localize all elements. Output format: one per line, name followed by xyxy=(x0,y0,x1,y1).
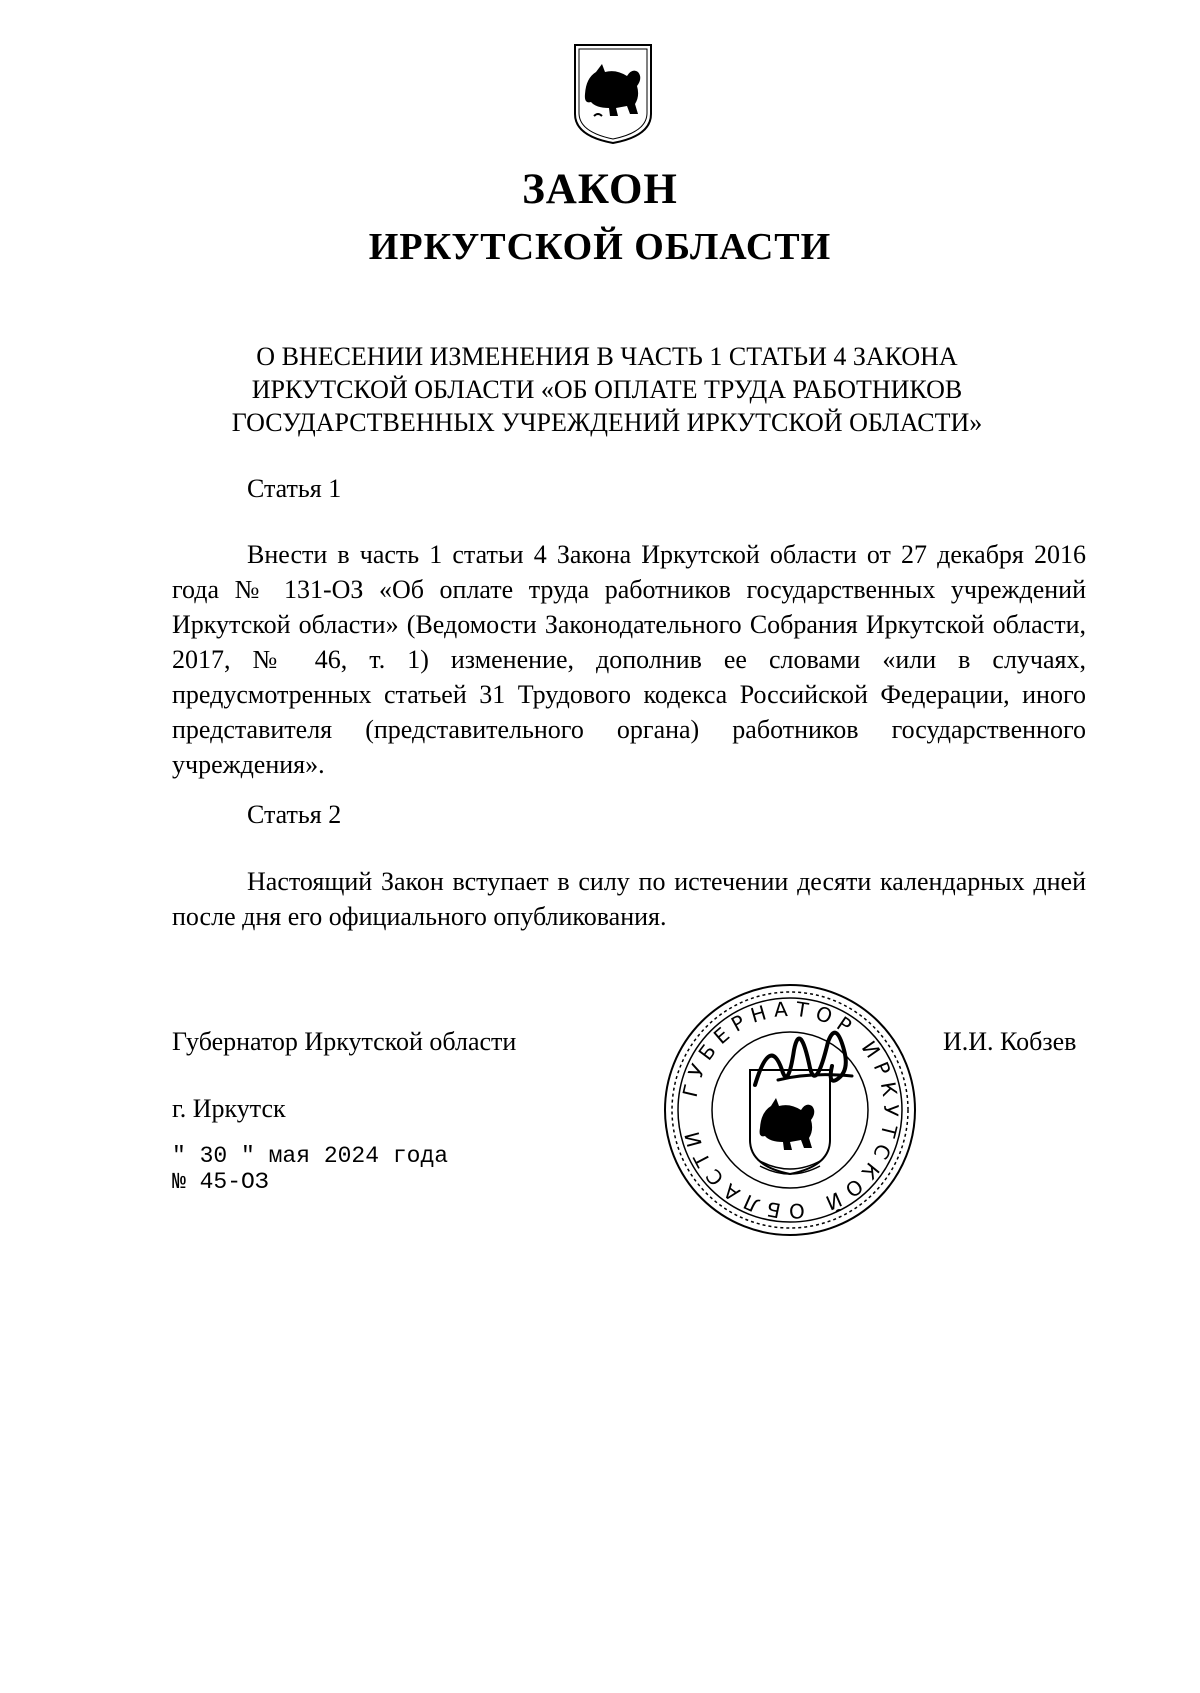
law-subject xyxy=(172,340,1042,439)
law-subject-line: ГОСУДАРСТВЕННЫХ УЧРЕЖДЕНИЙ ИРКУТСКОЙ ОБЛАСТИ» xyxy=(231,408,983,437)
law-subject-line: О ВНЕСЕНИИ ИЗМЕНЕНИЯ В ЧАСТЬ 1 СТАТЬИ 4 ЗАКОНА xyxy=(256,342,958,371)
document-title: ЗАКОН xyxy=(522,166,678,213)
seal-ring-text: ГУБЕРНАТОР ИРКУТСКОЙ ОБЛАСТИ xyxy=(677,996,904,1224)
article-1-heading: Статья 1 xyxy=(247,474,342,503)
document-title-region: ИРКУТСКОЙ ОБЛАСТИ xyxy=(368,226,832,268)
law-subject-line: ИРКУТСКОЙ ОБЛАСТИ «ОБ ОПЛАТЕ ТРУДА РАБОТНИКОВ xyxy=(251,375,963,404)
signatory-position: Губернатор Иркутской области xyxy=(172,1027,517,1056)
coat-of-arms-icon xyxy=(572,42,654,146)
article-2-text: Настоящий Закон вступает в силу по истечении десяти календарных дней после дня его официального опубликования. xyxy=(172,867,1086,931)
article-2-heading: Статья 2 xyxy=(247,800,342,829)
signing-date: " 30 " мая 2024 года xyxy=(172,1143,449,1169)
signatory-name: И.И. Кобзев xyxy=(943,1027,1077,1056)
law-number: № 45-ОЗ xyxy=(172,1169,269,1195)
official-seal-icon xyxy=(660,980,920,1240)
place-of-signing: г. Иркутск xyxy=(172,1094,286,1123)
article-1-text: Внести в часть 1 статьи 4 Закона Иркутской области от 27 декабря 2016 года № 131-ОЗ «Об оплате труда работников государственных учреждений Иркутской области» (Ведомости Законодательного Собрания Иркутской области, 2017, № 46, т. 1) изменение, дополнив ее словами «или в случаях, предусмотренных статьей 31 Трудового кодекса Российской Федерации, иного представителя (представительного органа) работников государственного учреждения». xyxy=(172,540,1086,779)
